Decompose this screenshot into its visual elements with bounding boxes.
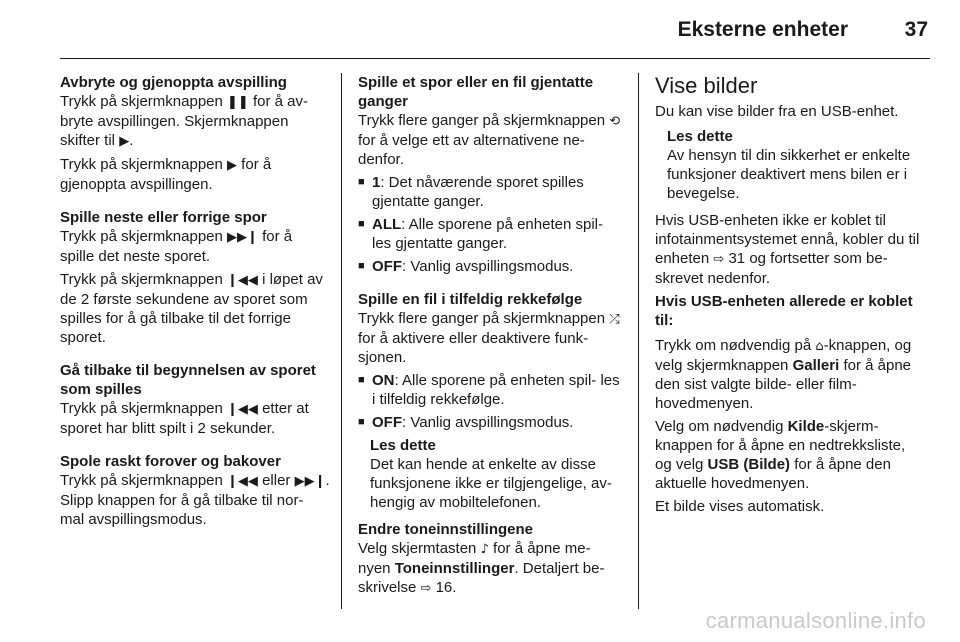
paragraph: Et bilde vises automatisk.: [655, 498, 825, 515]
shuffle-icon: ⤮: [609, 312, 620, 327]
note-title: Les dette: [667, 128, 733, 145]
section-heading-pause-resume: Avbryte og gjenoppta avspilling: [60, 74, 287, 91]
note-title: Les dette: [370, 437, 436, 454]
play-icon: ▶: [119, 134, 130, 149]
previous-track-icon: ❙◀◀: [227, 273, 258, 288]
page-reference-arrow-icon: ⇨: [420, 581, 432, 596]
note-text: Det kan hende at enkelte av disse funksjonene ikke er tilgjengelige, av- hengig av mobiltelefonen.: [370, 456, 612, 511]
next-track-icon: ▶▶❙: [227, 230, 258, 245]
column-2: [358, 73, 624, 602]
page-number: 37: [904, 18, 928, 41]
previous-track-icon: ❙◀◀: [227, 402, 258, 417]
section-heading-next-prev: Spille neste eller forrige spor: [60, 209, 267, 226]
list-item: ■ OFF: Vanlig avspillingsmodus.: [358, 258, 574, 275]
chapter-title: Eksterne enheter: [677, 18, 848, 41]
list-item: ■ ON: Alle sporene på enheten spil- les i tilfeldig rekkefølge.: [358, 372, 620, 408]
section-heading-shuffle: Spille en fil i tilfeldig rekkefølge: [358, 291, 583, 308]
paragraph: Trykk flere ganger på skjermknappen ⟲ for å velge ett av alternativene ne- denfor.: [358, 112, 621, 168]
column-divider-2: [638, 73, 639, 609]
column-3: [655, 73, 923, 520]
note-box: [655, 127, 923, 203]
page-header: [60, 0, 930, 59]
paragraph: Du kan vise bilder fra en USB-enhet.: [655, 103, 899, 120]
paragraph: Hvis USB-enheten ikke er koblet til infotainmentsystemet ennå, kobler du til enheten ⇨ 31 og fortsetter som be- skrevet nedenfor.: [655, 212, 920, 287]
column-1: [60, 73, 330, 533]
watermark: carmanualsonline.info: [705, 608, 926, 633]
section-heading-usb-connected: Hvis USB-enheten allerede er koblet til:: [655, 293, 913, 329]
paragraph: Velg om nødvendig Kilde-skjerm- knappen for å åpne en nedtrekksliste, og velg USB (Bilde) for å åpne den aktuelle hovedmenyen.: [655, 418, 906, 492]
play-icon: ▶: [227, 158, 238, 173]
paragraph: Trykk om nødvendig på ⌂-knappen, og velg skjermknappen Galleri for å åpne den sist valgte bilde- eller film- hovedmenyen.: [655, 337, 912, 412]
section-heading-restart-track: Gå tilbake til begynnelsen av sporet som spilles: [60, 362, 316, 398]
paragraph: Trykk på skjermknappen ❙◀◀ eller ▶▶❙. Slipp knappen for å gå tilbake til nor- mal avspillingsmodus.: [60, 472, 330, 528]
section-heading-tone: Endre toneinnstillingene: [358, 521, 534, 538]
page-reference-arrow-icon: ⇨: [713, 252, 725, 267]
pause-icon: ❚❚: [227, 95, 249, 110]
paragraph: Trykk på skjermknappen ▶ for å gjenoppta avspillingen.: [60, 156, 272, 193]
repeat-icon: ⟲: [609, 114, 621, 129]
list-item: ■ 1: Det nåværende sporet spilles gjentatte ganger.: [358, 174, 584, 210]
note-box: [358, 436, 624, 512]
paragraph: Trykk på skjermknappen ▶▶❙ for å spille det neste sporet.: [60, 228, 293, 265]
section-heading-repeat: Spille et spor eller en fil gjentatte ganger: [358, 74, 594, 110]
paragraph: Trykk flere ganger på skjermknappen ⤮ for å aktivere eller deaktivere funk- sjonen.: [358, 310, 620, 366]
paragraph: Trykk på skjermknappen ❚❚ for å av- bryte avspillingen. Skjermknappen skifter til ▶.: [60, 93, 308, 149]
list-item: ■ OFF: Vanlig avspillingsmodus.: [358, 414, 574, 431]
column-divider-1: [341, 73, 342, 609]
section-title-view-images: Vise bilder: [655, 73, 758, 98]
section-heading-fast-seek: Spole raskt forover og bakover: [60, 453, 281, 470]
previous-track-icon: ❙◀◀: [227, 474, 258, 489]
next-track-icon: ▶▶❙: [294, 474, 326, 489]
paragraph: Velg skjermtasten ♪ for å åpne me- nyen Toneinnstillinger. Detaljert be- skrivelse ⇨ 16.: [358, 540, 605, 596]
paragraph: Trykk på skjermknappen ❙◀◀ etter at sporet har blitt spilt i 2 sekunder.: [60, 400, 309, 437]
list-item: ■ ALL: Alle sporene på enheten spil- les gjentatte ganger.: [358, 216, 603, 252]
home-icon: ⌂: [815, 339, 824, 354]
note-text: Av hensyn til din sikkerhet er enkelte funksjoner deaktivert mens bilen er i bevegelse.: [667, 147, 911, 202]
paragraph: Trykk på skjermknappen ❙◀◀ i løpet av de 2 første sekundene av sporet som spilles for å gå tilbake til det forrige sporet.: [60, 271, 323, 346]
tone-settings-icon: ♪: [480, 542, 489, 557]
